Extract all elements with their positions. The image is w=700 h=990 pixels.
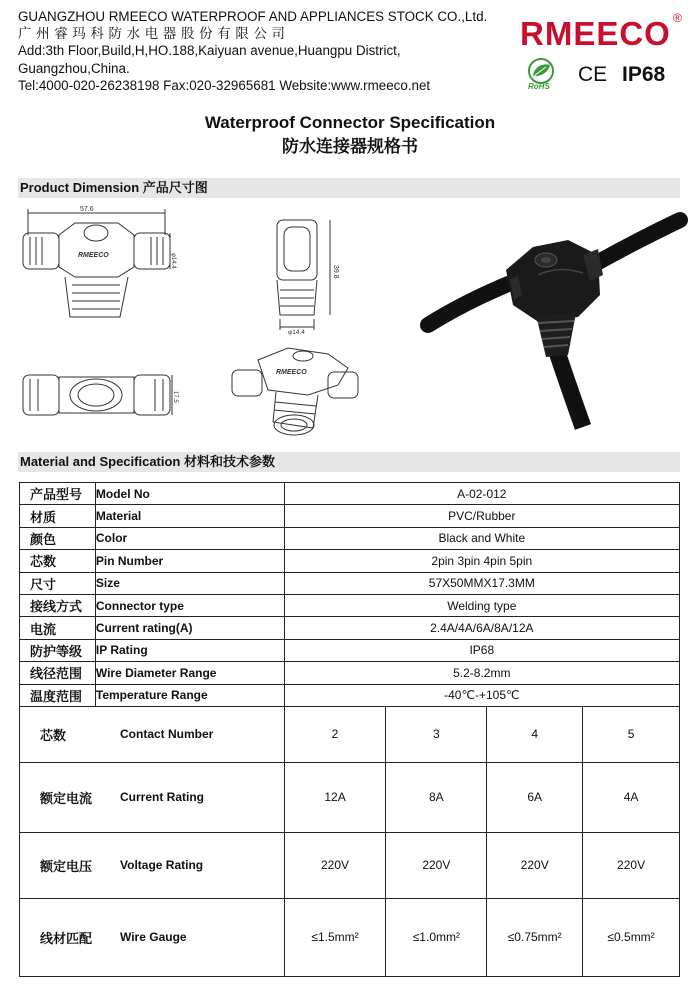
side-view-drawing bbox=[262, 215, 352, 335]
cable-left bbox=[428, 280, 518, 325]
spec-value: 57X50MMX17.3MM bbox=[284, 572, 679, 594]
matrix-value: ≤1.5mm² bbox=[284, 898, 386, 976]
matrix-value: 5 bbox=[583, 706, 680, 762]
rohs-badge bbox=[524, 58, 558, 90]
spec-label-en: Model No bbox=[95, 483, 284, 505]
spec-label-cn: 材质 bbox=[20, 505, 96, 527]
matrix-value: 220V bbox=[386, 832, 487, 898]
dim-dia-label-1: φ14.4 bbox=[170, 253, 176, 269]
spec-label-cn: 芯数 bbox=[20, 550, 96, 572]
top-view-drawing bbox=[20, 205, 175, 330]
spec-table bbox=[19, 482, 680, 977]
matrix-value: 220V bbox=[583, 832, 680, 898]
product-photo bbox=[418, 205, 683, 430]
spec-label-cn: 温度范围 bbox=[20, 684, 96, 706]
spec-row bbox=[20, 594, 680, 616]
brand-mark-drawing: RMEECO bbox=[78, 252, 109, 259]
spec-value: IP68 bbox=[284, 639, 679, 661]
matrix-label-cn: 额定电压 bbox=[40, 858, 93, 874]
matrix-value: ≤0.5mm² bbox=[583, 898, 680, 976]
spec-row bbox=[20, 684, 680, 706]
perspective-drawing bbox=[228, 340, 363, 445]
spec-row bbox=[20, 662, 680, 684]
spec-label-cn: 接线方式 bbox=[20, 594, 96, 616]
spec-label-en: Color bbox=[95, 527, 284, 549]
matrix-value: ≤0.75mm² bbox=[487, 898, 583, 976]
spec-label-en: Size bbox=[95, 572, 284, 594]
spec-row bbox=[20, 617, 680, 639]
matrix-value: 8A bbox=[386, 762, 487, 832]
matrix-value: 220V bbox=[284, 832, 386, 898]
spec-label-en: Temperature Range bbox=[95, 684, 284, 706]
matrix-label-cn: 芯数 bbox=[40, 727, 67, 743]
spec-row bbox=[20, 483, 680, 505]
dim-height-label: 39.8 bbox=[332, 265, 339, 279]
section-product-dimension: Product Dimension 产品尺寸图 bbox=[18, 178, 680, 198]
spec-value: -40℃-+105℃ bbox=[284, 684, 679, 706]
matrix-row bbox=[20, 898, 680, 976]
spec-label-en: Connector type bbox=[95, 594, 284, 616]
rohs-label: RoHS bbox=[528, 82, 550, 91]
company-name-cn: 广 州 睿 玛 科 防 水 电 器 股 份 有 限 公 司 bbox=[18, 26, 286, 42]
spec-label-cn: 颜色 bbox=[20, 527, 96, 549]
spec-value: 2pin 3pin 4pin 5pin bbox=[284, 550, 679, 572]
spec-label-cn: 电流 bbox=[20, 617, 96, 639]
document-title-cn: 防水连接器规格书 bbox=[282, 137, 418, 156]
brand-mark-perspective: RMEECO bbox=[276, 369, 307, 376]
rmeeco-logo bbox=[520, 11, 685, 55]
matrix-value: 6A bbox=[487, 762, 583, 832]
spec-label-cn: 线径范围 bbox=[20, 662, 96, 684]
spec-value: 5.2-8.2mm bbox=[284, 662, 679, 684]
ce-mark: CE bbox=[578, 63, 608, 86]
connector-body bbox=[506, 240, 603, 357]
matrix-label-cn: 额定电流 bbox=[40, 790, 93, 806]
matrix-label-en: Contact Number bbox=[120, 727, 214, 742]
dim-dia-label-2: φ14.4 bbox=[288, 329, 305, 336]
dim-width-label: 57.6 bbox=[80, 206, 94, 213]
spec-row bbox=[20, 572, 680, 594]
matrix-label-en: Wire Gauge bbox=[120, 930, 187, 945]
spec-label-en: Wire Diameter Range bbox=[95, 662, 284, 684]
matrix-value: ≤1.0mm² bbox=[386, 898, 487, 976]
matrix-value: 12A bbox=[284, 762, 386, 832]
matrix-value: 4 bbox=[487, 706, 583, 762]
matrix-label-en: Current Rating bbox=[120, 790, 204, 805]
spec-row bbox=[20, 639, 680, 661]
matrix-label-en: Voltage Rating bbox=[120, 858, 204, 873]
spec-value: 2.4A/4A/6A/8A/12A bbox=[284, 617, 679, 639]
cable-right bbox=[593, 220, 680, 265]
matrix-value: 220V bbox=[487, 832, 583, 898]
section-material-spec: Material and Specification 材料和技术参数 bbox=[18, 452, 680, 472]
company-address-line2: Guangzhou,China. bbox=[18, 60, 130, 76]
registered-mark: ® bbox=[673, 11, 682, 25]
matrix-row bbox=[20, 762, 680, 832]
matrix-value: 4A bbox=[583, 762, 680, 832]
company-address-line1: Add:3th Floor,Build,H,HO.188,Kaiyuan avenue,Huangpu District, bbox=[18, 43, 401, 59]
logo-text: RMEECO bbox=[520, 15, 671, 52]
spec-row bbox=[20, 505, 680, 527]
ip68-mark: IP68 bbox=[622, 63, 666, 86]
spec-value: Welding type bbox=[284, 594, 679, 616]
matrix-value: 2 bbox=[284, 706, 386, 762]
spec-label-en: Material bbox=[95, 505, 284, 527]
spec-row bbox=[20, 550, 680, 572]
spec-label-en: Current rating(A) bbox=[95, 617, 284, 639]
company-contact: Tel:4000-020-26238198 Fax:020-32965681 Website:www.rmeeco.net bbox=[18, 77, 431, 93]
company-header bbox=[18, 8, 518, 94]
document-title-en: Waterproof Connector Specification bbox=[204, 113, 496, 132]
matrix-label-cn: 线材匹配 bbox=[40, 930, 93, 946]
matrix-row bbox=[20, 832, 680, 898]
spec-value: A-02-012 bbox=[284, 483, 679, 505]
matrix-row bbox=[20, 706, 680, 762]
dim-side-label: 17.5 bbox=[172, 391, 178, 403]
spec-label-cn: 尺寸 bbox=[20, 572, 96, 594]
company-name-en: GUANGZHOU RMEECO WATERPROOF AND APPLIANCES STOCK CO.,Ltd. bbox=[18, 9, 488, 24]
spec-label-cn: 防护等级 bbox=[20, 639, 96, 661]
spec-label-en: Pin Number bbox=[95, 550, 284, 572]
bottom-view-drawing bbox=[20, 365, 178, 430]
spec-label-cn: 产品型号 bbox=[20, 483, 96, 505]
rohs-leaf-icon bbox=[524, 58, 558, 84]
matrix-value: 3 bbox=[386, 706, 487, 762]
spec-value: PVC/Rubber bbox=[284, 505, 679, 527]
spec-label-en: IP Rating bbox=[95, 639, 284, 661]
spec-row bbox=[20, 527, 680, 549]
spec-value: Black and White bbox=[284, 527, 679, 549]
